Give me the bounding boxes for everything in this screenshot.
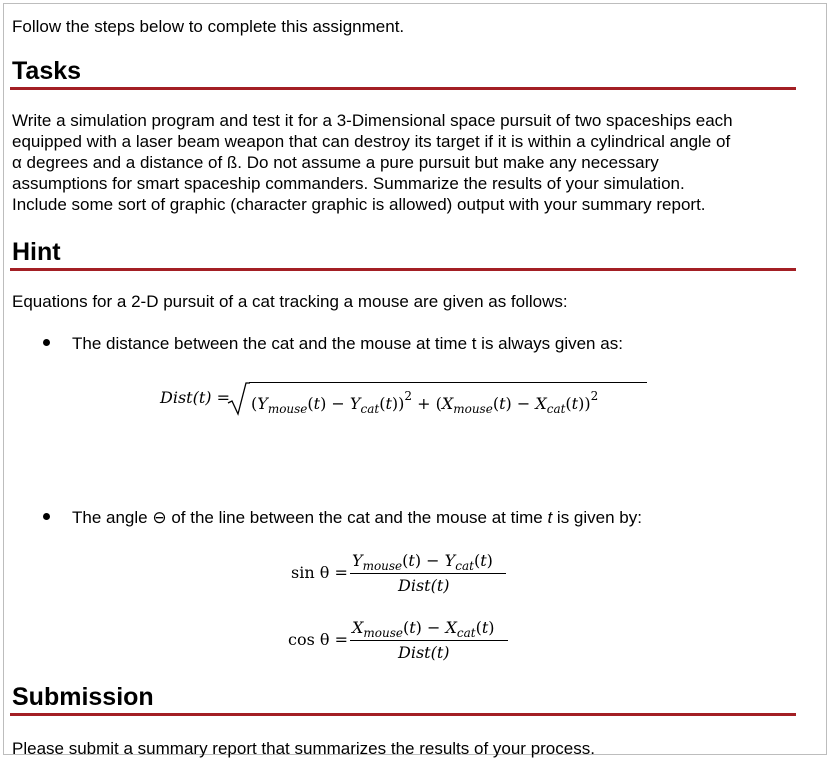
submission-heading: Submission bbox=[12, 683, 154, 711]
hint-bullet-distance: The distance between the cat and the mouse at time t is always given as: bbox=[72, 334, 623, 353]
hint-intro: Equations for a 2-D pursuit of a cat tracking a mouse are given as follows: bbox=[12, 292, 568, 311]
sqrt-bar bbox=[249, 382, 647, 383]
hint-bullet-angle: The angle ⊖ of the line between the cat and the mouse at time t is given by: bbox=[72, 508, 642, 527]
sin-fraction-bar bbox=[350, 573, 506, 574]
submission-heading-rule bbox=[10, 713, 796, 716]
tasks-line: Write a simulation program and test it for a 3-Dimensional space pursuit of two spaceships each bbox=[12, 111, 733, 130]
sqrt-sign bbox=[226, 381, 250, 417]
hint-heading-rule bbox=[10, 268, 796, 271]
tasks-line: α degrees and a distance of ß. Do not assume a pure pursuit but make any necessary bbox=[12, 153, 659, 172]
dist-equation-radicand: $(Y_{mouse}(t) - Y_{cat}(t))^2 + (X_{mouse}(t) - X_{cat}(t))^2$ bbox=[251, 389, 599, 416]
cos-numerator: $X_{mouse}(t) - X_{cat}(t)$ bbox=[352, 618, 495, 640]
theta-symbol: ⊖ bbox=[152, 508, 167, 527]
dist-equation-lhs: Dist(t) = bbox=[160, 388, 230, 407]
tasks-paragraph bbox=[12, 110, 798, 215]
tasks-line: assumptions for smart spaceship commanders. Summarize the results of your simulation. bbox=[12, 174, 685, 193]
tasks-line: Include some sort of graphic (character graphic is allowed) output with your summary report. bbox=[12, 195, 706, 214]
sin-equation-lhs: sin θ = bbox=[291, 563, 348, 582]
submission-text: Please submit a summary report that summarizes the results of your process. bbox=[12, 739, 595, 758]
cos-denominator: Dist(t) bbox=[398, 643, 450, 662]
cos-fraction-bar bbox=[350, 640, 508, 641]
intro-text: Follow the steps below to complete this assignment. bbox=[12, 17, 405, 36]
tasks-line: equipped with a laser beam weapon that can destroy its target if it is within a cylindrical angle of bbox=[12, 132, 731, 151]
bullet-dot bbox=[43, 513, 50, 520]
sin-denominator: Dist(t) bbox=[398, 576, 450, 595]
cos-equation-lhs: cos θ = bbox=[288, 630, 349, 649]
sin-numerator: $Y_{mouse}(t) - Y_{cat}(t)$ bbox=[352, 551, 493, 573]
tasks-heading-rule bbox=[10, 87, 796, 90]
hint-heading: Hint bbox=[12, 238, 61, 266]
tasks-heading: Tasks bbox=[12, 57, 82, 85]
bullet-dot bbox=[43, 339, 50, 346]
